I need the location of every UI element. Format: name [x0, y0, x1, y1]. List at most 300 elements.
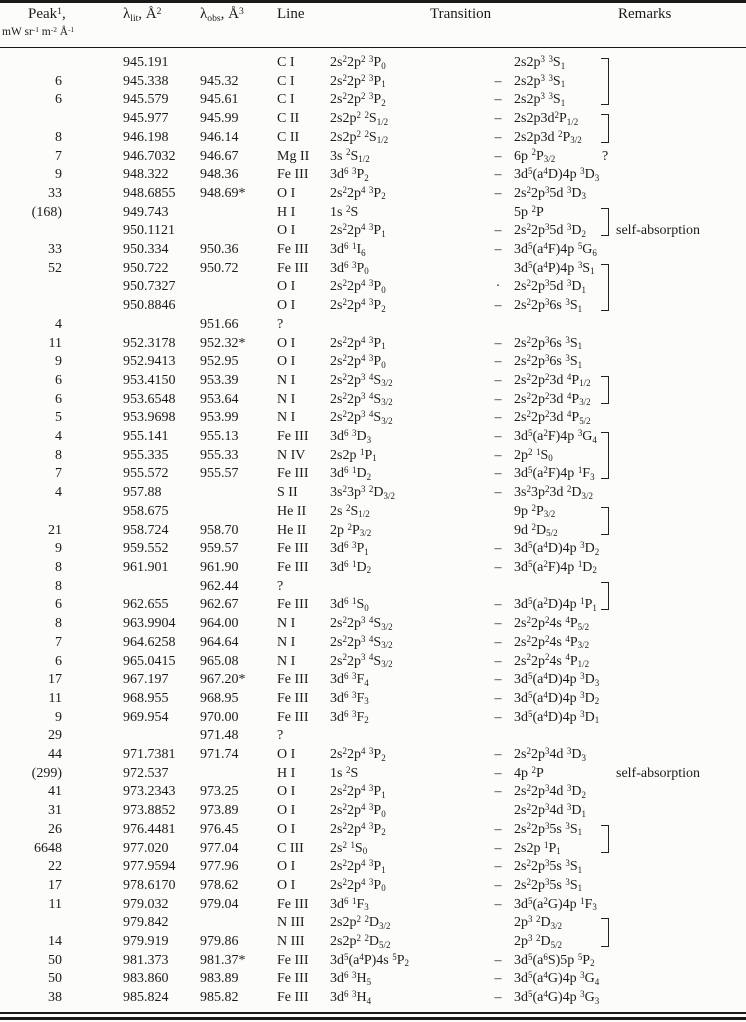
lambda-lit-cell: 964.6258: [123, 634, 176, 650]
lambda-lit-cell: 967.197: [123, 672, 169, 688]
group-bracket: [601, 596, 609, 610]
remarks-cell: [598, 166, 746, 185]
transition-upper-cell: 5p $^2$P: [514, 203, 544, 220]
peak-cell: 22: [48, 859, 62, 875]
table-row: [0, 914, 746, 933]
lambda-lit-cell: 961.901: [123, 559, 169, 575]
line-cell: ?: [277, 578, 284, 594]
peak-cell: (168): [31, 204, 62, 220]
lambda-lit-cell: 953.6548: [123, 391, 176, 407]
group-bracket: [601, 918, 609, 933]
lambda-obs-cell: [198, 503, 275, 522]
transition-dash-cell: –: [494, 111, 502, 127]
line-cell: O I: [277, 298, 296, 314]
transition-lower-cell: $3d^6$ $^1F_3$: [330, 895, 369, 913]
transition-upper-cell: $3d^5(a^2F)4p$ $^1D_2$: [514, 558, 597, 576]
transition-dash-cell: –: [494, 185, 502, 201]
transition-dash-cell: –: [494, 391, 502, 407]
line-cell: O I: [277, 354, 296, 370]
transition-upper-cell: 6p $^2P_{3/2}$: [514, 147, 556, 165]
transition-dash-cell: –: [494, 653, 502, 669]
remarks-cell: [598, 110, 746, 129]
remarks-cell: [598, 709, 746, 728]
peak-cell: 9: [55, 541, 62, 557]
table-row: [0, 260, 746, 279]
transition-upper-cell: $3d^5(a^2F)4p$ $^3G_4$: [514, 428, 597, 445]
peak-cell: 11: [48, 690, 62, 706]
lambda-obs-cell: 961.90: [200, 559, 239, 575]
transition-upper-cell: $2s2p^3$ $^3S_1$: [514, 53, 566, 71]
transition-lower-cell: $2s^22p^3$ $^4S_{3/2}$: [330, 390, 393, 408]
remarks-cell: [598, 73, 746, 92]
transition-upper-cell: $3d^5(a^4D)4p$ $^3D_1$: [514, 708, 600, 726]
transition-upper-cell: 9p $^2P_{3/2}$: [514, 502, 556, 520]
peak-cell: 8: [55, 616, 62, 632]
group-bracket: [601, 114, 609, 129]
transition-dash-cell: –: [494, 242, 502, 258]
table-row: [0, 765, 746, 784]
table-row: [0, 821, 746, 840]
transition-lower-cell: $3d^6$ $^3D_3$: [330, 428, 372, 445]
transition-upper-cell: 2s2p $^1P_1$: [514, 839, 561, 857]
transition-dash-cell: –: [494, 821, 502, 837]
transition-lower-cell: $2s^22p^4$ $^3P_0$: [330, 876, 386, 894]
line-cell: Fe III: [277, 260, 309, 276]
remarks-cell: [598, 54, 746, 73]
remarks-cell: [598, 372, 746, 391]
transition-lower-cell: $2s^22p^4$ $^3P_0$: [330, 353, 386, 370]
transition-dash-cell: –: [494, 129, 502, 145]
lambda-lit-cell: 979.842: [123, 915, 169, 931]
transition-dash-cell: –: [494, 765, 502, 781]
group-bracket: [601, 297, 609, 311]
transition-lower-cell: $3d^6$ $^3H_5$: [330, 970, 372, 987]
transition-dash-cell: –: [494, 952, 502, 968]
transition-upper-cell: $2s2p^3$ $^3S_1$: [514, 72, 566, 90]
line-cell: Fe III: [277, 242, 309, 258]
group-bracket: [601, 582, 609, 597]
transition-upper-cell: $3d^5(a^2D)4p$ $^1P_1$: [514, 596, 597, 613]
peak-cell: 8: [55, 129, 62, 145]
transition-upper-cell: $3d^5(a^4G)4p$ $^3G_4$: [514, 970, 600, 987]
transition-upper-cell: $3d^5(a^4P)4p$ $^3S_1$: [514, 259, 595, 277]
lambda-obs-cell: 978.62: [200, 877, 239, 893]
transition-lower-cell: $2s^22p^2$ $^3P_2$: [330, 91, 386, 108]
table-row: [0, 802, 746, 821]
peak-cell: [0, 54, 70, 73]
transition-dash-cell: –: [494, 971, 502, 987]
table-row: [0, 484, 746, 503]
transition-lower-cell: $2s^22p^4$ $^3P_0$: [330, 802, 386, 819]
transition-lower-cell: $2s2p^2$ $^2S_{1/2}$: [330, 110, 389, 127]
lambda-lit-cell: 973.8852: [123, 803, 176, 819]
peak-cell: 44: [48, 747, 62, 763]
line-cell: O I: [277, 803, 296, 819]
line-cell: O I: [277, 859, 296, 875]
table-row: [0, 896, 746, 915]
transition-upper-cell: $2s^22p^34d$ $^3D_2$: [514, 783, 587, 800]
line-cell: N I: [277, 634, 296, 650]
group-bracket: [601, 465, 609, 479]
peak-cell: 6: [55, 372, 62, 388]
group-bracket: [601, 522, 609, 536]
lambda-obs-cell: 953.64: [200, 391, 239, 407]
peak-cell: 17: [48, 672, 62, 688]
line-cell: Fe III: [277, 952, 309, 968]
lambda-lit-cell: 950.8846: [123, 298, 176, 314]
peak-cell: 52: [48, 260, 62, 276]
transition-lower-cell: $2s^22p^3$ $^4S_{3/2}$: [330, 371, 393, 389]
transition-dash-cell: [484, 727, 512, 746]
transition-dash-cell: –: [494, 896, 502, 912]
peak-cell: 50: [48, 971, 62, 987]
group-bracket: [601, 222, 609, 236]
lambda-obs-cell: 945.61: [200, 92, 239, 108]
line-cell: C II: [277, 129, 300, 145]
transition-upper-cell: $2p^2$ $^1S_0$: [514, 446, 553, 464]
peak-cell: 5: [55, 410, 62, 426]
table-row: [0, 316, 746, 335]
remarks-cell: [598, 465, 746, 484]
lambda-lit-cell: 955.141: [123, 429, 169, 445]
transition-dash-cell: –: [494, 597, 502, 613]
transition-upper-cell: $2p^3$ $^2D_{5/2}$: [514, 933, 563, 950]
table-row: [0, 503, 746, 522]
peak-cell: [0, 222, 70, 241]
table-row: [0, 129, 746, 148]
group-bracket: [601, 447, 609, 466]
transition-dash-cell: –: [494, 541, 502, 557]
lambda-lit-cell: 950.722: [123, 260, 169, 276]
transition-lower-cell: $2s^22p^2$ $^3P_1$: [330, 72, 386, 90]
lambda-lit-cell: 978.6170: [123, 877, 176, 893]
remarks-cell: [598, 129, 746, 148]
col-header-transition: Transition: [430, 6, 492, 22]
lambda-lit-cell: 959.552: [123, 541, 169, 557]
group-bracket: [601, 825, 609, 840]
transition-upper-cell: $3d^5(a^4F)4p$ $^5G_6$: [514, 241, 597, 258]
lambda-lit-cell: 949.743: [123, 204, 169, 220]
transition-dash-cell: –: [494, 559, 502, 575]
peak-cell: 6648: [34, 840, 62, 856]
lambda-obs-cell: 946.14: [200, 129, 239, 145]
peak-cell: 9: [55, 354, 62, 370]
lambda-lit-cell: 979.919: [123, 934, 169, 950]
peak-cell: 6: [55, 73, 62, 89]
group-bracket: [601, 933, 609, 947]
transition-upper-cell: 2s2p3d $^2P_{3/2}$: [514, 128, 582, 146]
table-top-rule: [0, 0, 746, 3]
lambda-lit-cell: 977.020: [123, 840, 169, 856]
peak-cell: [0, 297, 70, 316]
line-cell: Fe III: [277, 690, 309, 706]
line-cell: O I: [277, 279, 296, 295]
lambda-obs-cell: [198, 222, 275, 241]
transition-upper-cell: $2s^22p^35s$ $^3S_1$: [514, 876, 583, 894]
peak-cell: 4: [55, 485, 62, 501]
peak-cell: [0, 503, 70, 522]
group-bracket: [601, 391, 609, 405]
transition-dash-cell: –: [494, 148, 502, 164]
lambda-obs-cell: 962.67: [200, 597, 239, 613]
transition-lower-cell: $3d^6$ $^3P_2$: [330, 166, 369, 183]
lambda-obs-cell: 946.67: [200, 148, 239, 164]
peak-cell: [0, 278, 70, 297]
remarks-cell: [598, 148, 746, 167]
transition-upper-cell: $2s^22p^36s$ $^3S_1$: [514, 353, 583, 370]
line-cell: He II: [277, 522, 307, 538]
line-cell: Fe III: [277, 971, 309, 987]
table-row: [0, 91, 746, 110]
lambda-obs-cell: 962.44: [200, 578, 239, 594]
remarks-cell: [598, 783, 746, 802]
lambda-obs-cell: 964.64: [200, 634, 239, 650]
transition-dash-cell: –: [494, 466, 502, 482]
transition-lower-cell: $2s2p^2$ $^2D_{3/2}$: [330, 914, 391, 931]
lambda-obs-cell: 945.32: [200, 73, 239, 89]
line-cell: O I: [277, 784, 296, 800]
transition-upper-cell: $2s^22p^24s$ $^4P_{1/2}$: [514, 652, 590, 669]
group-bracket: [601, 432, 609, 447]
remarks-cell: [598, 522, 746, 541]
table-row: [0, 222, 746, 241]
table-row: [0, 709, 746, 728]
lambda-obs-cell: 952.32*: [200, 335, 246, 351]
table-row: [0, 241, 746, 260]
lambda-obs-cell: 952.95: [200, 354, 239, 370]
transition-dash-cell: [484, 316, 512, 335]
transition-dash-cell: [484, 54, 512, 73]
peak-cell: 41: [48, 784, 62, 800]
transition-lower-cell: $3d^6$ $^1D_2$: [330, 465, 372, 482]
transition-dash-cell: –: [494, 672, 502, 688]
col-header-lambda-lit: $\lambda_{lit}$, $Å^2$: [123, 5, 162, 24]
table-row: [0, 522, 746, 541]
lambda-lit-cell: 945.579: [123, 92, 169, 108]
table-row: [0, 540, 746, 559]
lambda-lit-cell: 955.335: [123, 447, 169, 463]
transition-dash-cell: –: [494, 73, 502, 89]
lambda-lit-cell: 963.9904: [123, 616, 176, 632]
lambda-obs-cell: 968.95: [200, 690, 239, 706]
remarks-cell: [598, 391, 746, 410]
line-cell: O I: [277, 223, 296, 239]
lambda-obs-cell: [198, 297, 275, 316]
table-row: [0, 148, 746, 167]
table-row: [0, 690, 746, 709]
transition-lower-cell: $2s^22p^4$ $^3P_1$: [330, 858, 386, 875]
transition-lower-cell: 3s $^2S_{1/2}$: [330, 147, 370, 165]
transition-lower-cell: $3d^6$ $^1I_6$: [330, 241, 366, 258]
remarks-cell: [598, 447, 746, 466]
remarks-cell: [598, 634, 746, 653]
transition-upper-cell: $2s^22p^34d$ $^3D_3$: [514, 745, 587, 763]
line-cell: Fe III: [277, 167, 309, 183]
transition-upper-cell: $3d^5(a^4D)4p$ $^3D_2$: [514, 689, 600, 707]
transition-dash-cell: –: [494, 709, 502, 725]
lambda-lit-cell: [70, 316, 198, 335]
table-row: [0, 989, 746, 1008]
remarks-cell: [598, 260, 746, 279]
lambda-lit-cell: 962.655: [123, 597, 169, 613]
remarks-cell: [598, 896, 746, 915]
transition-lower-cell: $2s^22p^4$ $^3P_2$: [330, 745, 386, 763]
transition-lower-cell: $2s^22p^3$ $^4S_{3/2}$: [330, 409, 393, 426]
header-separator-rule: [0, 47, 746, 48]
line-cell: He II: [277, 503, 307, 519]
transition-dash-cell: [484, 933, 512, 952]
transition-dash-cell: [484, 578, 512, 597]
group-bracket: [601, 73, 609, 92]
remarks-cell: [598, 540, 746, 559]
line-cell: O I: [277, 821, 296, 837]
transition-upper-cell: $2s^22p^35s$ $^3S_1$: [514, 858, 583, 875]
transition-lower-cell: $2s2p^2$ $^2D_{5/2}$: [330, 933, 391, 950]
table-row: [0, 559, 746, 578]
transition-dash-cell: [484, 802, 512, 821]
lambda-obs-cell: 959.57: [200, 541, 239, 557]
peak-cell: 8: [55, 559, 62, 575]
line-cell: S II: [277, 485, 298, 501]
peak-cell: 26: [48, 821, 62, 837]
peak-cell: 6: [55, 597, 62, 613]
remarks-cell: [598, 933, 746, 952]
line-cell: Fe III: [277, 709, 309, 725]
lambda-obs-cell: 955.57: [200, 466, 239, 482]
table-row: [0, 204, 746, 223]
remarks-cell: [598, 914, 746, 933]
transition-lower-cell: 2p $^2P_{3/2}$: [330, 521, 372, 539]
transition-dash-cell: –: [494, 990, 502, 1006]
group-bracket: [601, 376, 609, 391]
peak-cell: 4: [55, 429, 62, 445]
remarks-cell: [598, 653, 746, 672]
transition-upper-cell: $2s^22p^36s$ $^3S_1$: [514, 334, 583, 352]
lambda-lit-cell: 946.198: [123, 129, 169, 145]
lambda-obs-cell: 951.66: [200, 316, 239, 332]
line-cell: Mg II: [277, 148, 310, 164]
transition-lower-cell: $2s^22p^4$ $^3P_0$: [330, 278, 386, 295]
lambda-lit-cell: 973.2343: [123, 784, 176, 800]
transition-upper-cell: $2s^22p^34d$ $^3D_1$: [514, 802, 587, 819]
lambda-lit-cell: 948.322: [123, 167, 169, 183]
transition-upper-cell: $3d^5(a^2F)4p$ $^1F_3$: [514, 465, 595, 482]
peak-cell: 21: [48, 522, 62, 538]
remarks-cell: [598, 671, 746, 690]
remarks-cell: [598, 222, 746, 241]
lambda-obs-cell: [198, 278, 275, 297]
table-row: [0, 110, 746, 129]
group-bracket: [601, 91, 609, 105]
remarks-cell: [598, 278, 746, 297]
transition-upper-cell: $3d^5(a^4D)4p$ $^3D_3$: [514, 166, 600, 183]
peak-cell: [0, 110, 70, 129]
transition-lower-cell: $3d^6$ $^3H_4$: [330, 989, 372, 1006]
transition-upper-cell: $3s^23p^23d$ $^2D_{3/2}$: [514, 484, 593, 501]
table-row: [0, 73, 746, 92]
lambda-lit-cell: 945.338: [123, 73, 169, 89]
lambda-obs-cell: [198, 54, 275, 73]
transition-lower-cell: $3d^6$ $^1S_0$: [330, 596, 369, 613]
table-row: [0, 727, 746, 746]
lambda-lit-cell: 985.824: [123, 990, 169, 1006]
spectral-line-table: [0, 54, 746, 1008]
lambda-obs-cell: 973.89: [200, 803, 239, 819]
transition-upper-cell: $3d^5(a^4G)4p$ $^3G_3$: [514, 989, 600, 1006]
line-cell: N I: [277, 391, 296, 407]
lambda-lit-cell: 969.954: [123, 709, 169, 725]
lambda-lit-cell: 955.572: [123, 466, 169, 482]
line-cell: ?: [277, 316, 284, 332]
transition-lower-cell: [328, 727, 484, 746]
group-bracket: [601, 840, 609, 854]
lambda-lit-cell: 945.977: [123, 111, 169, 127]
transition-upper-cell: $2s^22p^23d$ $^4P_{3/2}$: [514, 390, 591, 408]
transition-lower-cell: $2s^22p^3$ $^4S_{3/2}$: [330, 652, 393, 669]
line-cell: O I: [277, 185, 296, 201]
lambda-lit-cell: 953.9698: [123, 410, 176, 426]
lambda-lit-cell: 958.675: [123, 503, 169, 519]
transition-dash-cell: –: [494, 859, 502, 875]
lambda-obs-cell: 965.08: [200, 653, 239, 669]
group-bracket: [601, 264, 609, 279]
line-cell: Fe III: [277, 597, 309, 613]
table-row: [0, 297, 746, 316]
table-row: [0, 278, 746, 297]
transition-upper-cell: $2s^22p^24s$ $^4P_{5/2}$: [514, 615, 590, 632]
remarks-cell: [598, 335, 746, 354]
transition-dash-cell: –: [494, 223, 502, 239]
peak-cell: 9: [55, 709, 62, 725]
lambda-obs-cell: 970.00: [200, 709, 239, 725]
transition-lower-cell: $3d^6$ $^3F_4$: [330, 671, 369, 688]
remarks-cell: [598, 727, 746, 746]
remarks-cell: [598, 877, 746, 896]
transition-dash-cell: –: [494, 634, 502, 650]
table-row: [0, 952, 746, 971]
peak-cell: 9: [55, 167, 62, 183]
transition-lower-cell: $2s^22p^4$ $^3P_2$: [330, 184, 386, 202]
group-bracket: [601, 208, 609, 223]
transition-lower-cell: [328, 578, 484, 597]
lambda-lit-cell: [70, 727, 198, 746]
line-cell: O I: [277, 335, 296, 351]
peak-cell: 7: [55, 634, 62, 650]
transition-dash-cell: [484, 204, 512, 223]
transition-dash-cell: –: [494, 485, 502, 501]
remarks-cell: [598, 297, 746, 316]
lambda-lit-cell: 968.955: [123, 690, 169, 706]
line-cell: N III: [277, 915, 305, 931]
transition-lower-cell: $2s^22p^3$ $^4S_{3/2}$: [330, 615, 393, 632]
lambda-obs-cell: 971.74: [200, 747, 239, 763]
table-row: [0, 447, 746, 466]
line-cell: O I: [277, 877, 296, 893]
peak-cell: 33: [48, 185, 62, 201]
peak-cell: 7: [55, 148, 62, 164]
lambda-lit-cell: [70, 578, 198, 597]
lambda-obs-cell: 983.89: [200, 971, 239, 987]
peak-cell: (299): [31, 765, 62, 781]
peak-cell: 33: [48, 242, 62, 258]
table-row: [0, 746, 746, 765]
remarks-cell: [598, 241, 746, 260]
peak-cell: 50: [48, 952, 62, 968]
transition-lower-cell: $2s^22p^3$ $^4S_{3/2}$: [330, 633, 393, 651]
transition-lower-cell: 1s $^2$S: [330, 203, 359, 220]
lambda-obs-cell: 964.00: [200, 616, 239, 632]
group-bracket: [601, 278, 609, 297]
